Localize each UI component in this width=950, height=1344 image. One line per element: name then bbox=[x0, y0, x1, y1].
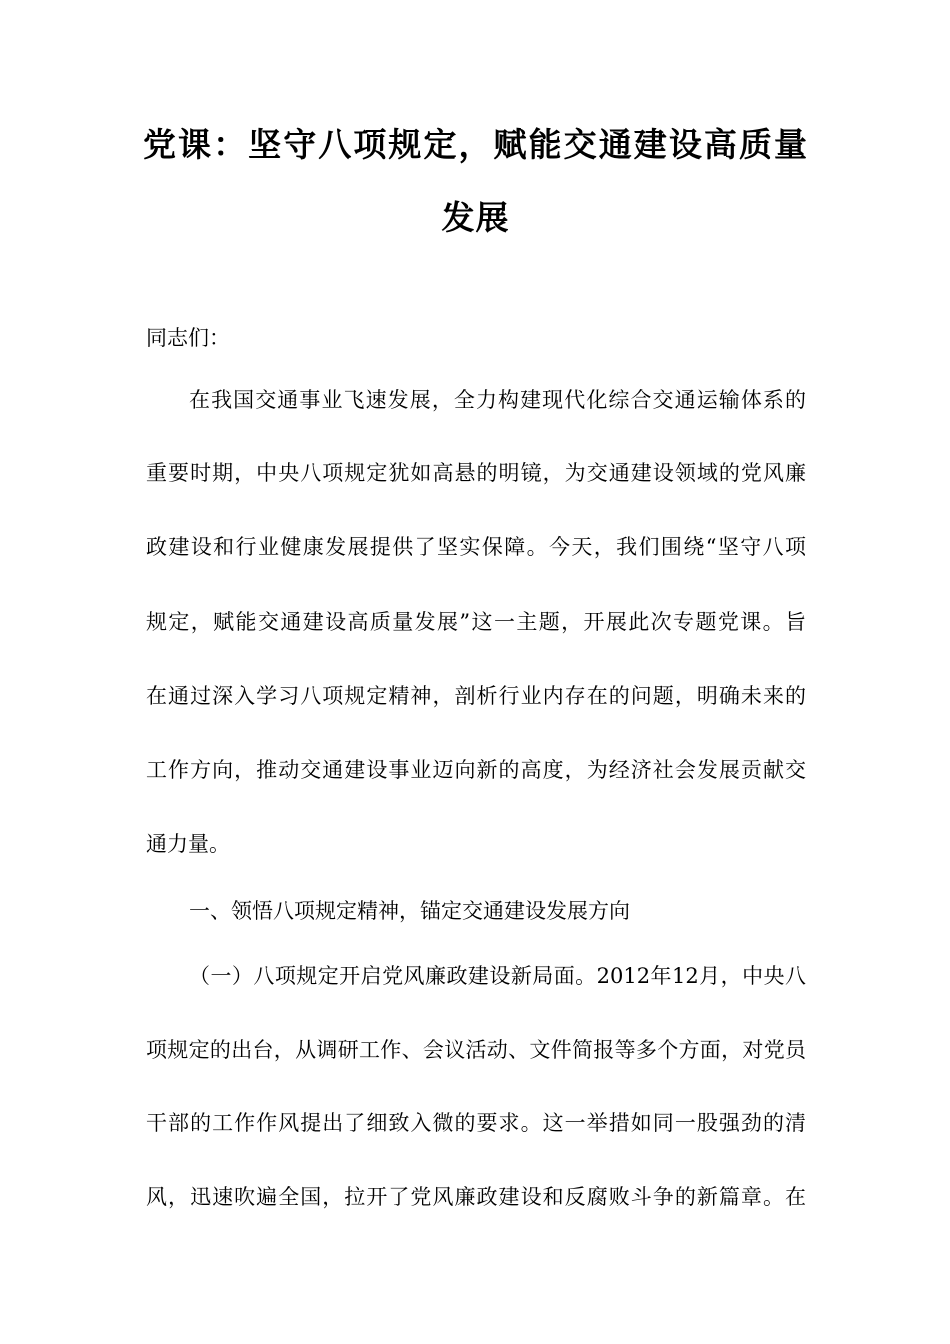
paragraph-line: 在通过深入学习八项规定精神，剖析行业内存在的问题，明确未来的 bbox=[146, 684, 806, 708]
document-title-line-1: 党课：坚守八项规定，赋能交通建设高质量 bbox=[143, 125, 808, 164]
paragraph-line: 重要时期，中央八项规定犹如高悬的明镜，为交通建设领域的党风廉 bbox=[146, 461, 806, 485]
paragraph-line: 在我国交通事业飞速发展，全力构建现代化综合交通运输体系的 bbox=[189, 388, 806, 412]
section-heading: 一、领悟八项规定精神，锚定交通建设发展方向 bbox=[189, 899, 630, 923]
paragraph-line: 项规定的出台，从调研工作、会议活动、文件简报等多个方面，对党员 bbox=[146, 1038, 806, 1062]
paragraph-line: 风，迅速吹遍全国，拉开了党风廉政建设和反腐败斗争的新篇章。在 bbox=[146, 1185, 806, 1209]
paragraph-line: 规定，赋能交通建设高质量发展”这一主题，开展此次专题党课。旨 bbox=[146, 610, 806, 634]
document-title-line-2: 发展 bbox=[441, 198, 510, 237]
paragraph-line: 通力量。 bbox=[146, 832, 230, 856]
paragraph-line: 工作方向，推动交通建设事业迈向新的高度，为经济社会发展贡献交 bbox=[146, 758, 806, 782]
salutation: 同志们： bbox=[146, 326, 230, 350]
paragraph-line: 政建设和行业健康发展提供了坚实保障。今天，我们围绕“坚守八项 bbox=[146, 535, 806, 559]
paragraph-line: 干部的工作作风提出了细致入微的要求。这一举措如同一股强劲的清 bbox=[146, 1111, 806, 1135]
paragraph-line: （一）八项规定开启党风廉政建设新局面。2012年12月，中央八 bbox=[189, 964, 806, 988]
